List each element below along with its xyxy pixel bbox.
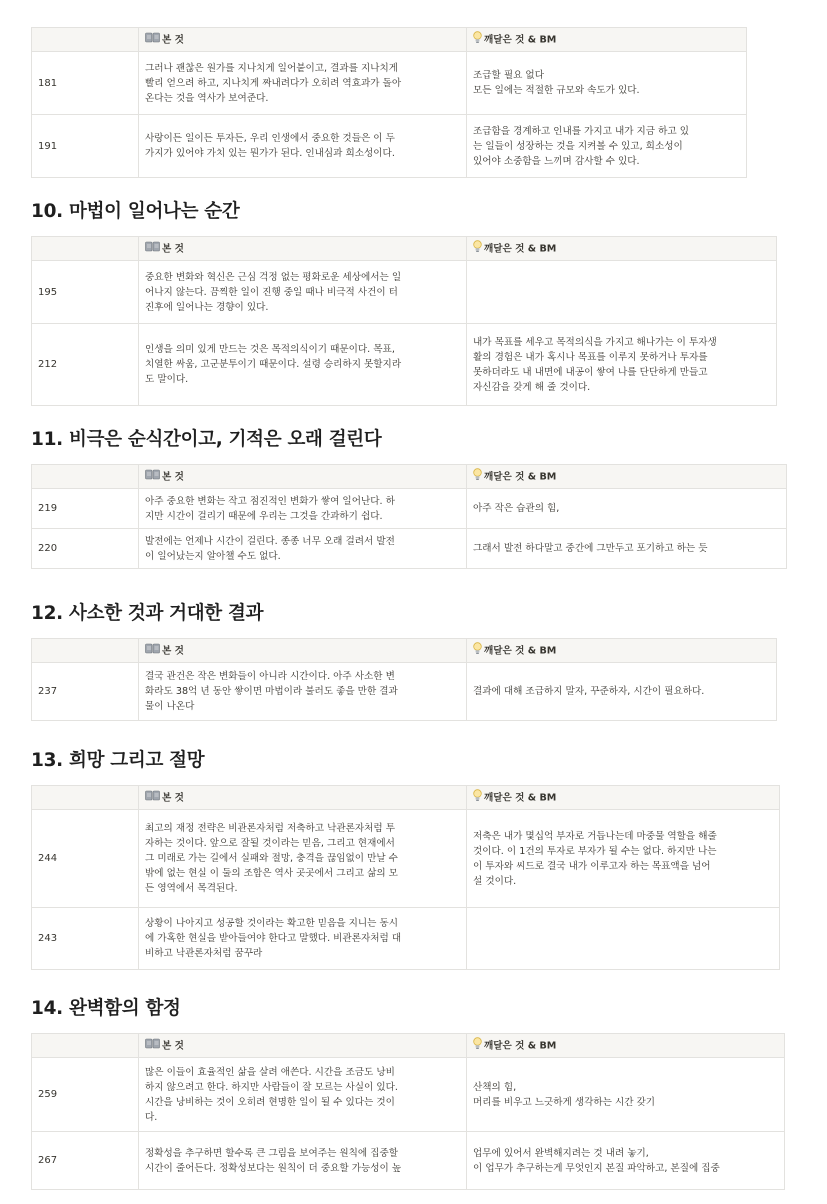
cell-text-line: 못하더라도 내 내면에 내공이 쌓여 나를 단단하게 만들고: [473, 366, 708, 378]
header-label-learned: 깨달은 것 & BM: [484, 243, 557, 254]
page-number-cell: 191: [32, 115, 139, 178]
header-cell-seen: [139, 786, 467, 810]
section-11: [31, 428, 787, 569]
cell-text-line: 화라도 38억 년 동안 쌓이면 마법이라 불러도 좋을 만한 결과: [145, 686, 398, 697]
seen-cell: [139, 324, 467, 406]
cell-text-line: 밖에 없는 현실 이 둘의 조합은 역사 곳곳에서 그리고 삶의 모: [145, 868, 398, 879]
seen-cell: [139, 1132, 467, 1190]
header-cell-seen: [139, 28, 467, 52]
cell-text-line: 것이다. 이 1건의 투자로 부자가 될 수는 없다. 하지만 나는: [473, 845, 717, 857]
cell-text-line: 자신감을 갖게 해 줄 것이다.: [473, 381, 591, 393]
header-label-learned: 깨달은 것 & BM: [484, 471, 557, 482]
cell-text-line: 하지 않으려고 한다. 하지만 사람들이 잘 모르는 사실이 있다.: [145, 1081, 398, 1093]
light-bulb-icon: [473, 1037, 482, 1055]
cell-text-line: 중요한 변화와 혁신은 근심 걱정 없는 평화로운 세상에서는 일: [145, 271, 402, 283]
table-row: [32, 324, 777, 406]
page-number-cell: 181: [32, 52, 139, 115]
cell-text-line: 많은 이들이 효율적인 삶을 살려 애쓴다. 시간을 조금도 낭비: [145, 1066, 395, 1078]
light-bulb-icon: [473, 789, 482, 807]
open-book-icon: [145, 1038, 160, 1054]
cell-text-line: 산책의 힘,: [473, 1081, 517, 1093]
header-cell-seen: [139, 237, 467, 261]
cell-text-line: 아주 작은 습관의 힘,: [473, 503, 560, 514]
page-number-cell: 267: [32, 1132, 139, 1190]
seen-cell: [139, 1058, 467, 1132]
page-number-cell: 195: [32, 261, 139, 324]
cell-text-line: 있어야 소중함을 느끼며 감사할 수 있다.: [473, 155, 640, 167]
seen-cell: [139, 489, 467, 529]
cell-text-line: 설 것이다.: [473, 875, 517, 887]
cell-text-line: 상황이 나아지고 성공할 것이라는 확고한 믿음을 지니는 동시: [145, 918, 399, 929]
cell-text-line: 결과에 대해 조급하지 말자, 꾸준하자, 시간이 필요하다.: [473, 686, 705, 697]
table-row: [32, 52, 747, 115]
notes-table: [31, 464, 787, 569]
cell-text-line: 조급함을 경계하고 인내를 가지고 내가 지금 하고 있: [473, 125, 689, 137]
cell-text-line: 다.: [145, 1111, 158, 1123]
cell-text-line: 시간을 낭비하는 것이 오히려 현명한 일이 될 수 있다는 것이: [145, 1096, 395, 1108]
table-row: [32, 810, 780, 908]
page-number-cell: 243: [32, 908, 139, 970]
cell-text-line: 머리를 비우고 느긋하게 생각하는 시간 갖기: [473, 1096, 656, 1108]
learned-cell: [467, 1058, 785, 1132]
header-cell-learned: [467, 237, 777, 261]
section-heading: 13. 희망 그리고 절망: [31, 750, 205, 771]
learned-cell: [467, 1132, 785, 1190]
header-cell-learned: [467, 1034, 785, 1058]
table-header-row: [32, 1034, 785, 1058]
light-bulb-icon: [473, 642, 482, 660]
cell-text-line: 물이 나온다: [145, 701, 195, 712]
cell-text-line: 지만 시간이 걸리기 때문에 우리는 그것을 간과하기 쉽다.: [145, 510, 383, 522]
table-header-row: [32, 786, 780, 810]
open-book-icon: [145, 469, 160, 485]
table-row: [32, 908, 780, 970]
page-number-cell: 237: [32, 663, 139, 721]
header-label-seen: 본 것: [162, 34, 184, 45]
light-bulb-icon: [473, 240, 482, 258]
notes-table: [31, 638, 777, 721]
cell-text-line: 진후에 일어나는 경향이 있다.: [145, 301, 269, 313]
seen-cell: [139, 115, 467, 178]
header-label-seen: 본 것: [162, 243, 184, 254]
page-number-cell: 259: [32, 1058, 139, 1132]
cell-text-line: 그러나 괜찮은 원가를 지나치게 일어붙이고, 결과를 지나치게: [145, 62, 399, 74]
cell-text-line: 저축은 내가 몇십억 부자로 거듭나는데 마중물 역할을 해줄: [473, 830, 717, 842]
table-row: [32, 529, 787, 569]
learned-cell: [467, 529, 787, 569]
header-cell-page: [32, 1034, 139, 1058]
learned-cell: [467, 908, 780, 970]
header-cell-page: [32, 465, 139, 489]
open-book-icon: [145, 643, 160, 659]
header-label-seen: 본 것: [162, 792, 184, 803]
notes-table: [31, 236, 777, 406]
table-header-row: [32, 237, 777, 261]
cell-text-line: 아주 중요한 변화는 작고 점진적인 변화가 쌓여 일어난다. 하: [145, 495, 395, 507]
page-number-cell: 219: [32, 489, 139, 529]
section-heading: 11. 비극은 순식간이고, 기적은 오래 걸린다: [31, 429, 382, 450]
learned-cell: [467, 115, 747, 178]
cell-text-line: 온다는 것을 역사가 보여준다.: [145, 92, 269, 104]
section-10: [31, 200, 777, 406]
header-cell-seen: [139, 639, 467, 663]
notes-table: [31, 27, 747, 178]
seen-cell: [139, 261, 467, 324]
header-cell-page: [32, 786, 139, 810]
header-label-learned: 깨달은 것 & BM: [484, 1040, 557, 1051]
cell-text-line: 도 말이다.: [145, 374, 189, 385]
cell-text-line: 결국 관건은 작은 변화들이 아니라 시간이다. 아주 사소한 변: [145, 671, 395, 682]
notes-table-top: [31, 27, 747, 178]
table-header-row: [32, 465, 787, 489]
seen-cell: [139, 810, 467, 908]
header-cell-learned: [467, 639, 777, 663]
table-row: [32, 1132, 785, 1190]
section-heading: 10. 마법이 일어나는 순간: [31, 201, 240, 222]
learned-cell: [467, 489, 787, 529]
light-bulb-icon: [473, 468, 482, 486]
section-heading: 12. 사소한 것과 거대한 결과: [31, 603, 264, 624]
open-book-icon: [145, 32, 160, 48]
cell-text-line: 는 일들이 성장하는 것을 지켜볼 수 있고, 희소성이: [473, 140, 683, 152]
seen-cell: [139, 529, 467, 569]
cell-text-line: 이 일어났는지 알아챌 수도 없다.: [145, 550, 281, 562]
header-label-seen: 본 것: [162, 471, 184, 482]
cell-text-line: 에 가혹한 현실을 받아들여야 한다고 말했다. 비관론자처럼 대: [145, 933, 402, 944]
learned-cell: [467, 261, 777, 324]
page-number-cell: 212: [32, 324, 139, 406]
light-bulb-icon: [473, 31, 482, 49]
header-cell-learned: [467, 28, 747, 52]
notes-table: [31, 785, 780, 970]
section-12: [31, 602, 777, 721]
cell-text-line: 자하는 것이다. 앞으로 잘될 것이라는 믿음, 그리고 현재에서: [145, 838, 395, 849]
table-row: [32, 489, 787, 529]
cell-text-line: 빨리 얻으려 하고, 지나치게 짜내려다가 오히려 역효과가 돌아: [145, 77, 402, 89]
seen-cell: [139, 663, 467, 721]
header-label-seen: 본 것: [162, 1040, 184, 1051]
cell-text-line: 어나지 않는다. 끔찍한 일이 진행 중일 때나 비극적 사건이 터: [145, 286, 398, 298]
cell-text-line: 조급할 필요 없다: [473, 70, 544, 81]
cell-text-line: 그래서 발전 하다말고 중간에 그만두고 포기하고 하는 듯: [473, 543, 708, 554]
cell-text-line: 비하고 낙관론자처럼 꿈꾸라: [145, 948, 263, 959]
seen-cell: [139, 908, 467, 970]
cell-text-line: 활의 경험은 내가 혹시나 목표를 이루지 못하거나 투자를: [473, 351, 708, 363]
section-heading: 14. 완벽함의 함정: [31, 998, 181, 1019]
cell-text-line: 내가 목표를 세우고 목적의식을 가지고 해나가는 이 투자생: [473, 336, 717, 348]
header-cell-page: [32, 28, 139, 52]
cell-text-line: 업무에 있어서 완벽해지려는 것 내려 놓기,: [473, 1147, 649, 1159]
notes-table: [31, 1033, 785, 1190]
open-book-icon: [145, 790, 160, 806]
cell-text-line: 그 미래로 가는 길에서 실패와 절망, 충격을 끊임없이 만날 수: [145, 853, 398, 864]
learned-cell: [467, 663, 777, 721]
header-cell-seen: [139, 465, 467, 489]
seen-cell: [139, 52, 467, 115]
cell-text-line: 인생을 의미 있게 만드는 것은 목적의식이기 때문이다. 목표,: [145, 344, 395, 355]
header-cell-page: [32, 237, 139, 261]
page-number-cell: 220: [32, 529, 139, 569]
section-13: [31, 749, 780, 970]
cell-text-line: 가지가 있어야 가치 있는 뭔가가 된다. 인내심과 희소성이다.: [145, 148, 395, 159]
header-label-seen: 본 것: [162, 645, 184, 656]
page-number-cell: 244: [32, 810, 139, 908]
header-cell-learned: [467, 465, 787, 489]
table-row: [32, 663, 777, 721]
cell-text-line: 최고의 재정 전략은 비관론자처럼 저축하고 낙관론자처럼 투: [145, 823, 395, 834]
learned-cell: [467, 52, 747, 115]
header-label-learned: 깨달은 것 & BM: [484, 792, 557, 803]
section-14: [31, 997, 785, 1190]
header-cell-page: [32, 639, 139, 663]
cell-text-line: 이 투자와 씨드로 결국 내가 이루고자 하는 목표액을 넘어: [473, 860, 711, 872]
cell-text-line: 이 업무가 추구하는게 무엇인지 본질 파악하고, 본질에 집중: [473, 1162, 720, 1174]
cell-text-line: 사랑이든 일이든 투자든, 우리 인생에서 중요한 것들은 이 두: [145, 133, 395, 144]
cell-text-line: 발전에는 언제나 시간이 걸린다. 종종 너무 오래 걸려서 발전: [145, 535, 395, 547]
learned-cell: [467, 324, 777, 406]
table-header-row: [32, 28, 747, 52]
table-row: [32, 261, 777, 324]
cell-text-line: 정확성을 추구하면 할수록 큰 그림을 보여주는 원칙에 집중할: [145, 1147, 399, 1159]
table-row: [32, 1058, 785, 1132]
table-row: [32, 115, 747, 178]
cell-text-line: 모든 일에는 적절한 규모와 속도가 있다.: [473, 85, 640, 96]
header-cell-learned: [467, 786, 780, 810]
header-label-learned: 깨달은 것 & BM: [484, 645, 557, 656]
cell-text-line: 치열한 싸움, 고군분투이기 때문이다. 설령 승리하지 못할지라: [145, 359, 402, 370]
cell-text-line: 든 영역에서 목격된다.: [145, 883, 238, 894]
learned-cell: [467, 810, 780, 908]
header-label-learned: 깨달은 것 & BM: [484, 34, 557, 45]
open-book-icon: [145, 241, 160, 257]
cell-text-line: 시간이 줄어든다. 정확성보다는 원칙이 더 중요할 가능성이 높: [145, 1162, 402, 1174]
table-header-row: [32, 639, 777, 663]
header-cell-seen: [139, 1034, 467, 1058]
